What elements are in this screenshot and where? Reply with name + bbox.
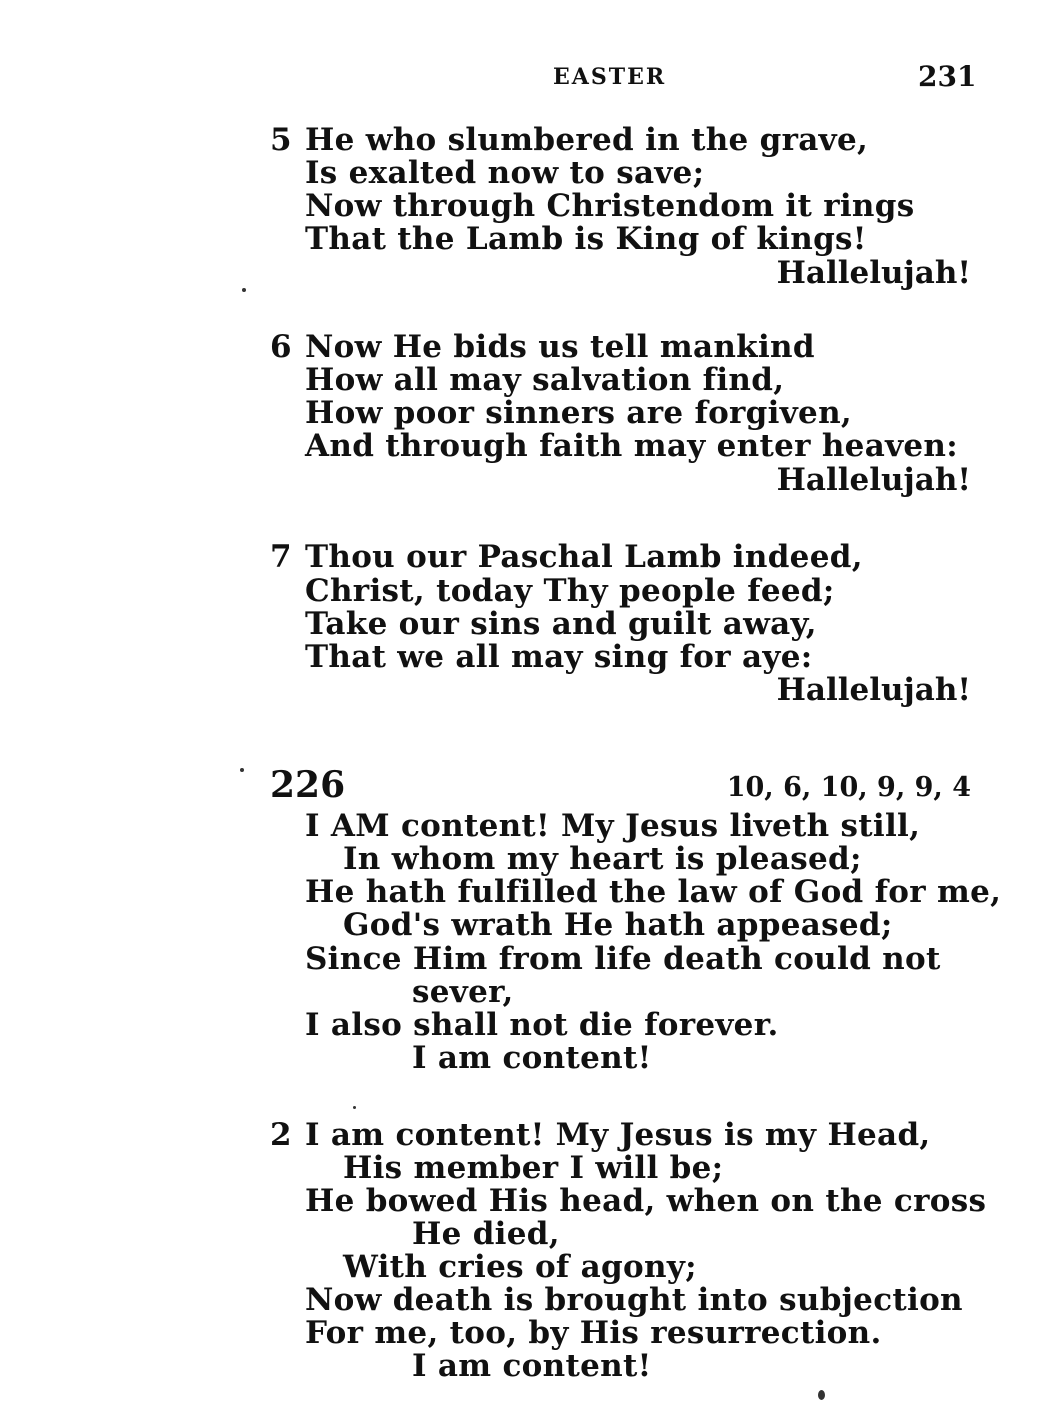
verse-line: Now death is brought into subjection <box>305 1282 963 1318</box>
hymn-number: 226 <box>270 764 346 806</box>
verse-line: That we all may sing for aye: <box>305 639 813 675</box>
verse-line: I am content! <box>412 1348 652 1384</box>
verse-line: He who slumbered in the grave, <box>305 122 869 158</box>
stanza-number: 2 <box>270 1117 292 1153</box>
verse-line: For me, too, by His resurrection. <box>305 1315 882 1351</box>
verse-line: Since Him from life death could not <box>305 941 941 977</box>
verse-line: Christ, today Thy people feed; <box>305 573 835 609</box>
scan-speck <box>818 1390 825 1400</box>
verse-line: He hath fulfilled the law of God for me, <box>305 874 1002 910</box>
scan-speck <box>353 1106 356 1109</box>
verse-line: How poor sinners are forgiven, <box>305 395 853 431</box>
verse-line: Now through Christendom it rings <box>305 188 915 224</box>
verse-line: In whom my heart is pleased; <box>343 841 862 877</box>
verse-line: I AM content! My Jesus liveth still, <box>305 808 921 844</box>
verse-line: God's wrath He hath appeased; <box>343 907 893 943</box>
page-number: 231 <box>918 60 977 93</box>
verse-line: With cries of agony; <box>343 1249 697 1285</box>
verse-line: And through faith may enter heaven: <box>305 428 959 464</box>
verse-line: I also shall not die forever. <box>305 1007 779 1043</box>
verse-line: He bowed His head, when on the cross <box>305 1183 987 1219</box>
verse-line: How all may salvation find, <box>305 362 785 398</box>
scan-speck <box>240 768 244 772</box>
refrain: Hallelujah! <box>776 462 971 498</box>
section-title: EASTER <box>553 64 667 90</box>
stanza-number: 6 <box>270 329 292 365</box>
verse-line: His member I will be; <box>343 1150 724 1186</box>
stanza-number: 5 <box>270 122 292 158</box>
refrain: Hallelujah! <box>776 672 971 708</box>
verse-line: Now He bids us tell mankind <box>305 329 815 365</box>
page-header <box>0 60 1057 96</box>
hymn-meter: 10, 6, 10, 9, 9, 4 <box>726 772 971 803</box>
verse-line: Thou our Paschal Lamb indeed, <box>305 539 863 575</box>
refrain: Hallelujah! <box>776 255 971 291</box>
verse-line: Is exalted now to save; <box>305 155 705 191</box>
verse-line: I am content! <box>412 1040 652 1076</box>
verse-line: He died, <box>412 1216 560 1252</box>
verse-line: Take our sins and guilt away, <box>305 606 817 642</box>
stanza-number: 7 <box>270 539 292 575</box>
verse-line: That the Lamb is King of kings! <box>305 221 867 257</box>
scan-speck <box>242 288 246 292</box>
verse-line: I am content! My Jesus is my Head, <box>305 1117 931 1153</box>
verse-line: sever, <box>412 974 514 1010</box>
